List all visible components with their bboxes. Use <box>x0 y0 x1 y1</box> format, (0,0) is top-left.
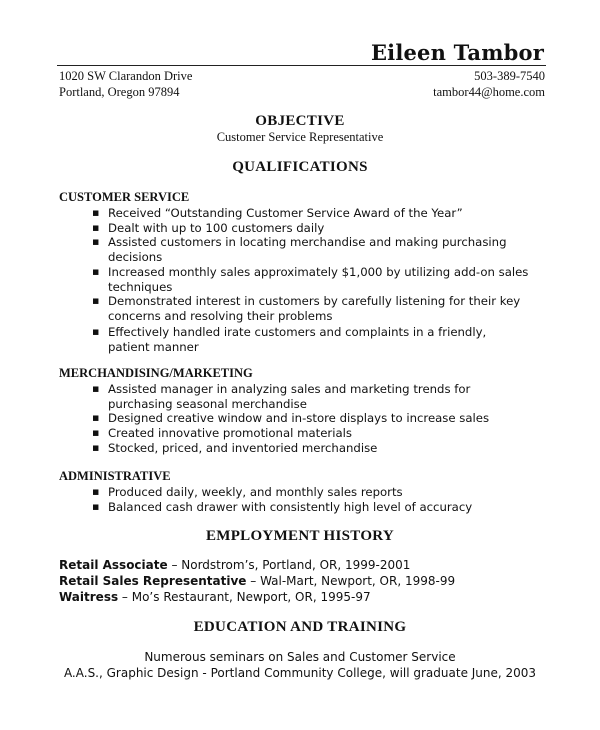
list-item: ▪ Assisted customers in locating merchandise and making purchasing decisions <box>92 235 507 264</box>
job-details: – Wal-Mart, Newport, OR, 1998-99 <box>246 574 456 588</box>
bullet-icon: ▪ <box>92 265 100 278</box>
list-item: ▪ Assisted manager in analyzing sales and marketing trends for purchasing seasonal merchandise <box>92 382 471 411</box>
bullet-icon: ▪ <box>92 441 100 454</box>
bullet-icon: ▪ <box>92 294 100 307</box>
list-item: ▪ Produced daily, weekly, and monthly sales reports <box>92 485 403 499</box>
bullet-icon: ▪ <box>92 221 100 234</box>
bullet-icon: ▪ <box>92 382 100 395</box>
header-divider <box>57 65 546 66</box>
bullet-icon: ▪ <box>92 235 100 248</box>
bullet-icon: ▪ <box>92 411 100 424</box>
objective-text: Customer Service Representative <box>216 130 384 144</box>
job-details: – Nordstrom’s, Portland, OR, 1999-2001 <box>167 558 411 572</box>
list-item: ▪ Designed creative window and in-store displays to increase sales <box>92 411 490 425</box>
bullet-icon: ▪ <box>92 426 100 439</box>
list-item: ▪ Dealt with up to 100 customers daily <box>92 221 325 235</box>
bullet-icon: ▪ <box>92 485 100 498</box>
job-title: Waitress <box>59 590 119 604</box>
list-item: ▪ Received “Outstanding Customer Service Award of the Year” <box>92 206 463 220</box>
email-address: tambor44@home.com <box>433 85 545 99</box>
bullet-icon: ▪ <box>92 206 100 219</box>
job-entry <box>59 558 410 572</box>
customer-service-subheading: CUSTOMER SERVICE <box>59 190 190 204</box>
employment-heading: EMPLOYMENT HISTORY <box>205 528 395 544</box>
administrative-subheading: ADMINISTRATIVE <box>59 469 171 483</box>
list-item: ▪ Demonstrated interest in customers by carefully listening for their key concerns and resolving their problems <box>92 294 521 323</box>
job-title: Retail Associate <box>59 558 168 572</box>
phone-number: 503-389-7540 <box>474 69 545 83</box>
list-item: ▪ Stocked, priced, and inventoried merchandise <box>92 441 378 455</box>
job-title: Retail Sales Representative <box>59 574 247 588</box>
bullet-icon: ▪ <box>92 325 100 338</box>
merchandising-subheading: MERCHANDISING/MARKETING <box>59 366 253 380</box>
job-entry <box>59 590 371 604</box>
education-line-2: A.A.S., Graphic Design - Portland Community College, will graduate June, 2003 <box>63 666 537 680</box>
address-line-1: 1020 SW Clarandon Drive <box>59 69 193 83</box>
qualifications-heading: QUALIFICATIONS <box>232 159 368 175</box>
list-item: ▪ Created innovative promotional materials <box>92 426 352 440</box>
job-entry <box>59 574 455 588</box>
education-heading: EDUCATION AND TRAINING <box>193 619 407 635</box>
applicant-name: Eileen Tambor <box>370 40 544 65</box>
list-item: ▪ Balanced cash drawer with consistently high level of accuracy <box>92 500 473 514</box>
bullet-icon: ▪ <box>92 500 100 513</box>
objective-heading: OBJECTIVE <box>255 113 345 129</box>
job-details: – Mo’s Restaurant, Newport, OR, 1995-97 <box>118 590 371 604</box>
list-item: ▪ Effectively handled irate customers and complaints in a friendly, patient manner <box>92 325 487 354</box>
address-line-2: Portland, Oregon 97894 <box>59 85 180 99</box>
list-item: ▪ Increased monthly sales approximately $1,000 by utilizing add-on sales techniques <box>92 265 529 294</box>
education-line-1: Numerous seminars on Sales and Customer Service <box>144 650 456 664</box>
